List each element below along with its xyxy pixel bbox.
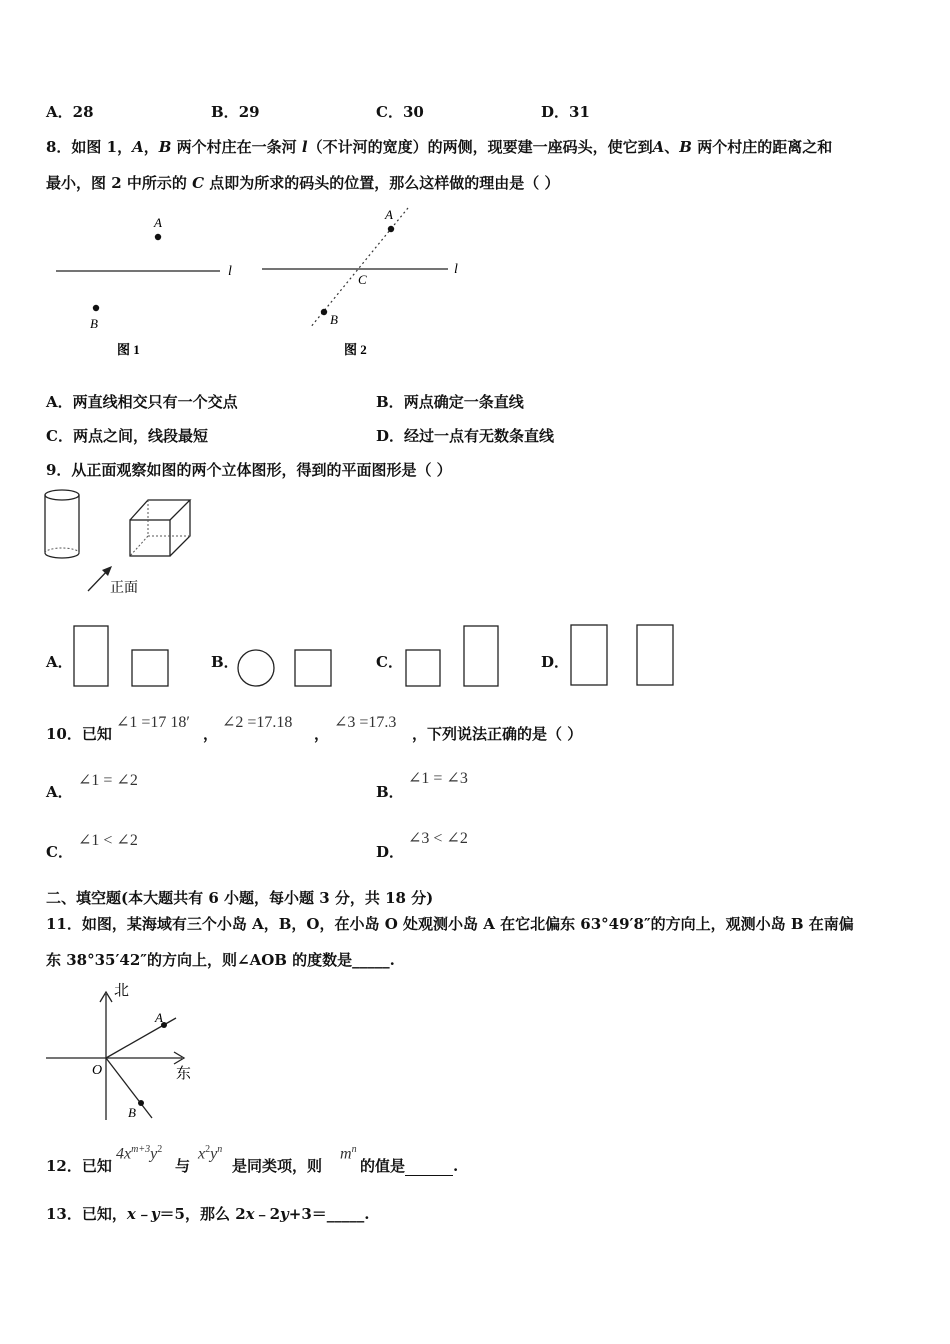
q10-suffix: ，下列说法正确的是（ ） (412, 725, 583, 743)
point-a (155, 234, 161, 240)
q10-comma1: ， (203, 725, 219, 743)
q7-option-a: A．28 (46, 103, 94, 121)
q8-option-b: B．两点确定一条直线 (376, 393, 524, 411)
tall-rectangle (74, 626, 108, 686)
q12-answer-blank (405, 1160, 453, 1176)
square (132, 650, 168, 686)
q10-angle3: ∠3 =17.3 (334, 714, 397, 731)
label-o: O (92, 1063, 103, 1078)
q8-option-a: A．两直线相交只有一个交点 (46, 393, 238, 411)
point-b (138, 1100, 144, 1106)
label-a: A (385, 207, 393, 222)
q11-line1: 11．如图，某海域有三个小岛 A，B，O，在小岛 O 处观测小岛 A 在它北偏东 63°49′8″的方向上，观测小岛 B 在南偏 (46, 915, 854, 933)
q10-option-c-label: C． (46, 843, 73, 861)
q12-monomial-2: $x^2y^n$ (198, 1144, 223, 1163)
label-b: B (90, 316, 98, 331)
cylinder-bottom-front (45, 553, 79, 558)
q10-angle1: ∠1 =17 18′ (116, 714, 190, 731)
q8-figure-1 (50, 205, 250, 365)
q10-angle2: ∠2 =17.18 (222, 714, 293, 731)
section-title-fill-in: 二、填空题(本大题共有 6 小题，每小题 3 分，共 18 分) (46, 889, 434, 907)
front-label: 正面 (110, 581, 138, 596)
q8-option-d: D．经过一点有无数条直线 (376, 427, 555, 445)
q10-option-b-label: B． (376, 783, 404, 801)
q12-monomial-1: $4x^{m+3}y^2$ (116, 1144, 163, 1163)
q9-solids-figure (44, 488, 200, 600)
q8-line2: 最小，图 2 中所示的 C 点即为所求的码头的位置，那么这样做的理由是（ ） (46, 174, 560, 192)
q12-prefix: 12．已知 (46, 1157, 112, 1175)
q10-prefix: 10．已知 (46, 725, 112, 743)
label-b: B (330, 312, 338, 327)
label-l: l (454, 262, 458, 277)
q10-option-a-label: A． (46, 783, 73, 801)
q7-option-d: D．31 (541, 103, 590, 121)
q9-option-b-figure (237, 648, 335, 690)
tall-rectangle (464, 626, 498, 686)
cube-top-face (130, 500, 190, 520)
cylinder-bottom-back (45, 548, 79, 553)
q9-option-b-label: B． (211, 653, 239, 671)
q11-compass-figure (44, 980, 204, 1125)
label-north: 北 (114, 983, 130, 999)
q9-option-d-label: D． (541, 653, 570, 671)
tall-rectangle-right (637, 625, 673, 685)
q11-line2: 东 38°35′42″的方向上，则∠AOB 的度数是_____. (46, 951, 395, 969)
q7-option-b: B．29 (211, 103, 260, 121)
point-b (93, 305, 99, 311)
label-a: A (154, 215, 162, 230)
label-l: l (228, 264, 232, 279)
q9-option-a-label: A． (46, 653, 73, 671)
q9-option-c-label: C． (376, 653, 403, 671)
q10-option-c-math: ∠1 < ∠2 (78, 832, 138, 849)
q8-figure-2 (258, 200, 478, 365)
q12-suffix: 的值是 . (360, 1157, 459, 1175)
square (295, 650, 331, 686)
cylinder-top (45, 490, 79, 500)
q13-question: 13．已知，x﹣y＝5，那么 2x﹣2y+3＝_____. (46, 1205, 370, 1223)
label-east: 东 (176, 1066, 192, 1082)
cube-hidden-edge (130, 536, 148, 556)
q9-question: 9．从正面观察如图的两个立体图形，得到的平面图形是（ ） (46, 461, 452, 479)
caption-fig2: 图 2 (344, 342, 367, 357)
q10-comma2: ， (314, 725, 330, 743)
square (406, 650, 440, 686)
q9-option-c-figure (404, 624, 504, 690)
cube-front-face (130, 520, 170, 556)
q9-option-d-figure (569, 622, 679, 690)
label-a: A (155, 1010, 163, 1025)
q10-option-d-math: ∠3 < ∠2 (408, 830, 468, 847)
q10-option-d-label: D． (376, 843, 405, 861)
q8-option-c: C．两点之间，线段最短 (46, 427, 208, 445)
q10-option-b-math: ∠1 = ∠3 (408, 770, 468, 787)
cube-right-face (170, 500, 190, 556)
q12-power: $m^n$ (340, 1144, 357, 1163)
circle (238, 650, 274, 686)
tall-rectangle-left (571, 625, 607, 685)
label-b: B (128, 1105, 136, 1120)
caption-fig1: 图 1 (117, 342, 140, 357)
q12-mid: 与 (175, 1157, 191, 1175)
q7-option-c: C．30 (376, 103, 424, 121)
q12-mid2: 是同类项，则 (232, 1157, 323, 1175)
point-b (321, 309, 327, 315)
point-a (388, 226, 394, 232)
q8-line1: 8．如图 1，A，B 两个村庄在一条河 l（不计河的宽度）的两侧，现要建一座码头，使它到A、B 两个村庄的距离之和 (46, 138, 833, 156)
q10-option-a-math: ∠1 = ∠2 (78, 772, 138, 789)
q9-option-a-figure (72, 624, 172, 690)
label-c: C (358, 272, 367, 287)
